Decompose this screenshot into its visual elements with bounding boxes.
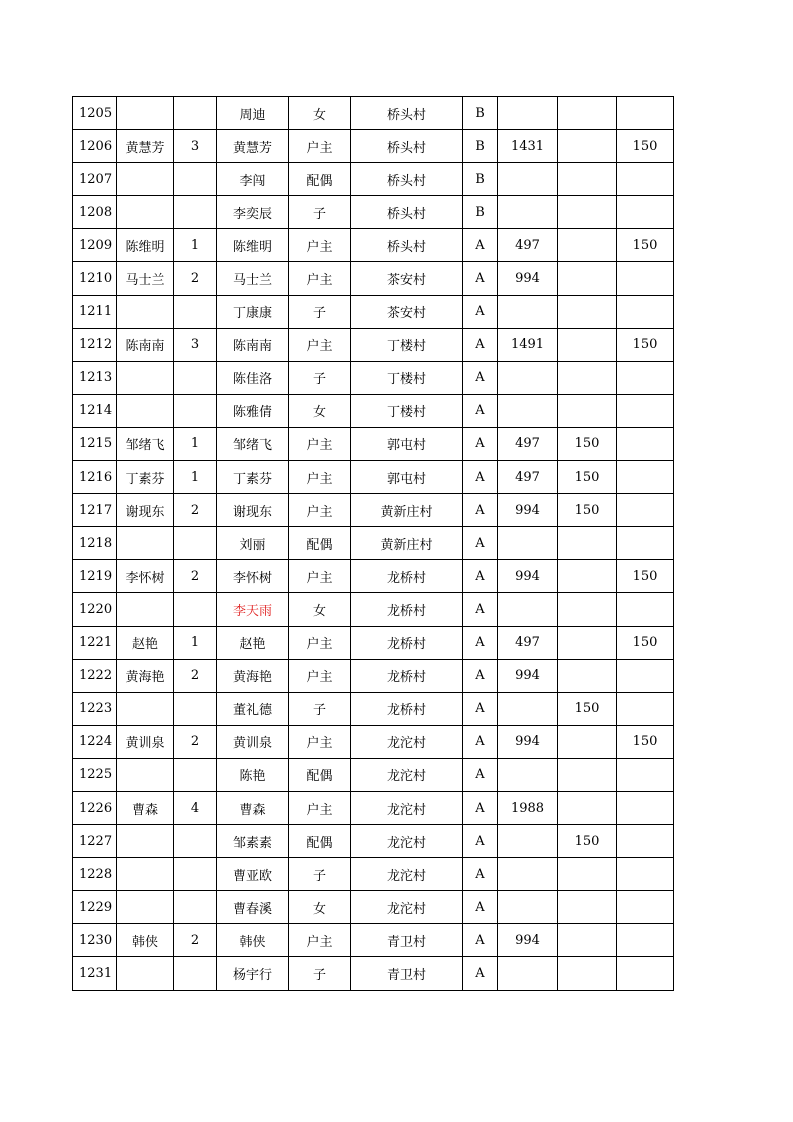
member-name-cell: 陈艳 [217, 758, 289, 791]
member-count-cell: 3 [174, 130, 217, 163]
amount-b-cell [558, 626, 617, 659]
row-number-cell: 1223 [73, 692, 117, 725]
member-count-cell [174, 825, 217, 858]
category-cell: A [463, 659, 498, 692]
category-cell: A [463, 825, 498, 858]
amount-b-cell [558, 924, 617, 957]
relation-cell: 户主 [289, 626, 351, 659]
village-cell: 龙桥村 [351, 692, 463, 725]
amount-b-cell [558, 97, 617, 130]
village-cell: 龙沱村 [351, 891, 463, 924]
amount-c-cell [617, 494, 674, 527]
category-cell: A [463, 295, 498, 328]
household-head-cell [117, 758, 174, 791]
member-count-cell: 3 [174, 328, 217, 361]
member-name-cell: 李怀树 [217, 560, 289, 593]
table-row [73, 725, 674, 758]
relation-cell: 户主 [289, 130, 351, 163]
amount-b-cell [558, 527, 617, 560]
relation-cell: 户主 [289, 494, 351, 527]
household-head-cell: 马士兰 [117, 262, 174, 295]
row-number-cell: 1219 [73, 560, 117, 593]
household-head-cell [117, 858, 174, 891]
member-name-cell: 黄慧芳 [217, 130, 289, 163]
member-count-cell [174, 858, 217, 891]
household-head-cell [117, 692, 174, 725]
member-count-cell: 2 [174, 560, 217, 593]
amount-c-cell [617, 791, 674, 824]
amount-b-cell: 150 [558, 494, 617, 527]
row-number-cell: 1207 [73, 163, 117, 196]
village-cell: 龙沱村 [351, 791, 463, 824]
household-head-cell [117, 957, 174, 990]
member-count-cell: 2 [174, 262, 217, 295]
row-number-cell: 1212 [73, 328, 117, 361]
amount-b-cell: 150 [558, 461, 617, 494]
table-row [73, 791, 674, 824]
relation-cell: 女 [289, 593, 351, 626]
amount-b-cell [558, 659, 617, 692]
household-head-cell: 黄慧芳 [117, 130, 174, 163]
amount-a-cell [498, 593, 558, 626]
amount-c-cell [617, 924, 674, 957]
amount-c-cell: 150 [617, 725, 674, 758]
table-row [73, 858, 674, 891]
amount-b-cell: 150 [558, 825, 617, 858]
member-name-cell: 赵艳 [217, 626, 289, 659]
amount-a-cell: 994 [498, 924, 558, 957]
member-name-cell: 黄训泉 [217, 725, 289, 758]
amount-c-cell [617, 361, 674, 394]
member-count-cell [174, 891, 217, 924]
row-number-cell: 1214 [73, 394, 117, 427]
amount-c-cell [617, 659, 674, 692]
member-count-cell [174, 692, 217, 725]
amount-b-cell [558, 295, 617, 328]
category-cell: A [463, 725, 498, 758]
village-cell: 龙沱村 [351, 825, 463, 858]
table-row [73, 427, 674, 460]
amount-c-cell [617, 858, 674, 891]
category-cell: B [463, 130, 498, 163]
relation-cell: 配偶 [289, 527, 351, 560]
category-cell: A [463, 394, 498, 427]
row-number-cell: 1211 [73, 295, 117, 328]
member-name-cell: 陈南南 [217, 328, 289, 361]
amount-a-cell [498, 858, 558, 891]
amount-c-cell [617, 593, 674, 626]
member-name-cell: 李奕辰 [217, 196, 289, 229]
amount-b-cell [558, 229, 617, 262]
amount-c-cell [617, 394, 674, 427]
member-count-cell [174, 196, 217, 229]
member-name-cell: 邹绪飞 [217, 427, 289, 460]
member-name-cell: 杨宇行 [217, 957, 289, 990]
amount-c-cell [617, 427, 674, 460]
amount-a-cell [498, 361, 558, 394]
row-number-cell: 1217 [73, 494, 117, 527]
relation-cell: 户主 [289, 725, 351, 758]
member-count-cell: 1 [174, 626, 217, 659]
table-row [73, 527, 674, 560]
member-count-cell: 1 [174, 427, 217, 460]
row-number-cell: 1213 [73, 361, 117, 394]
household-head-cell [117, 593, 174, 626]
member-name-cell: 陈维明 [217, 229, 289, 262]
amount-b-cell [558, 891, 617, 924]
table-row [73, 494, 674, 527]
village-cell: 丁楼村 [351, 361, 463, 394]
amount-c-cell [617, 97, 674, 130]
amount-b-cell [558, 758, 617, 791]
row-number-cell: 1230 [73, 924, 117, 957]
village-cell: 丁楼村 [351, 394, 463, 427]
table-row [73, 361, 674, 394]
amount-a-cell: 994 [498, 494, 558, 527]
member-count-cell: 2 [174, 659, 217, 692]
member-count-cell: 4 [174, 791, 217, 824]
member-name-cell: 董礼德 [217, 692, 289, 725]
table-row [73, 957, 674, 990]
row-number-cell: 1225 [73, 758, 117, 791]
household-head-cell: 陈南南 [117, 328, 174, 361]
relation-cell: 户主 [289, 262, 351, 295]
amount-a-cell: 497 [498, 229, 558, 262]
member-name-cell: 邹素素 [217, 825, 289, 858]
amount-b-cell [558, 593, 617, 626]
member-count-cell: 2 [174, 725, 217, 758]
amount-c-cell [617, 461, 674, 494]
household-head-cell [117, 891, 174, 924]
table-row [73, 229, 674, 262]
household-head-cell: 谢现东 [117, 494, 174, 527]
row-number-cell: 1228 [73, 858, 117, 891]
table-row [73, 262, 674, 295]
household-head-cell [117, 527, 174, 560]
amount-a-cell: 1431 [498, 130, 558, 163]
member-count-cell [174, 957, 217, 990]
amount-b-cell [558, 361, 617, 394]
household-table [72, 96, 674, 991]
category-cell: B [463, 97, 498, 130]
table-body [73, 97, 674, 991]
member-name-cell: 曹亚欧 [217, 858, 289, 891]
village-cell: 桥头村 [351, 163, 463, 196]
village-cell: 桥头村 [351, 229, 463, 262]
amount-b-cell: 150 [558, 427, 617, 460]
table-row [73, 461, 674, 494]
village-cell: 龙沱村 [351, 858, 463, 891]
relation-cell: 子 [289, 957, 351, 990]
row-number-cell: 1221 [73, 626, 117, 659]
relation-cell: 配偶 [289, 825, 351, 858]
member-name-cell: 李天雨 [217, 593, 289, 626]
household-head-cell: 赵艳 [117, 626, 174, 659]
amount-c-cell [617, 163, 674, 196]
amount-a-cell [498, 825, 558, 858]
amount-c-cell [617, 692, 674, 725]
village-cell: 龙沱村 [351, 725, 463, 758]
relation-cell: 子 [289, 295, 351, 328]
member-name-cell: 丁康康 [217, 295, 289, 328]
village-cell: 桥头村 [351, 97, 463, 130]
relation-cell: 户主 [289, 229, 351, 262]
relation-cell: 户主 [289, 427, 351, 460]
member-count-cell [174, 361, 217, 394]
table-row [73, 560, 674, 593]
member-name-cell: 曹森 [217, 791, 289, 824]
amount-c-cell [617, 758, 674, 791]
member-name-cell: 谢现东 [217, 494, 289, 527]
category-cell: B [463, 163, 498, 196]
relation-cell: 户主 [289, 924, 351, 957]
category-cell: A [463, 427, 498, 460]
village-cell: 丁楼村 [351, 328, 463, 361]
amount-c-cell [617, 295, 674, 328]
member-count-cell [174, 295, 217, 328]
table-row [73, 196, 674, 229]
amount-a-cell: 497 [498, 461, 558, 494]
amount-c-cell: 150 [617, 328, 674, 361]
relation-cell: 女 [289, 394, 351, 427]
row-number-cell: 1205 [73, 97, 117, 130]
category-cell: A [463, 494, 498, 527]
amount-a-cell: 497 [498, 427, 558, 460]
amount-a-cell [498, 163, 558, 196]
household-head-cell [117, 97, 174, 130]
category-cell: A [463, 758, 498, 791]
row-number-cell: 1222 [73, 659, 117, 692]
household-head-cell [117, 295, 174, 328]
relation-cell: 户主 [289, 560, 351, 593]
row-number-cell: 1224 [73, 725, 117, 758]
village-cell: 桥头村 [351, 130, 463, 163]
row-number-cell: 1226 [73, 791, 117, 824]
amount-a-cell [498, 957, 558, 990]
relation-cell: 子 [289, 858, 351, 891]
member-count-cell [174, 527, 217, 560]
member-count-cell [174, 758, 217, 791]
amount-a-cell: 497 [498, 626, 558, 659]
village-cell: 黄新庄村 [351, 527, 463, 560]
amount-c-cell [617, 262, 674, 295]
household-head-cell: 丁素芬 [117, 461, 174, 494]
amount-a-cell [498, 196, 558, 229]
row-number-cell: 1216 [73, 461, 117, 494]
relation-cell: 女 [289, 97, 351, 130]
household-head-cell: 陈维明 [117, 229, 174, 262]
member-count-cell [174, 163, 217, 196]
relation-cell: 子 [289, 692, 351, 725]
table-row [73, 328, 674, 361]
amount-a-cell: 1491 [498, 328, 558, 361]
table-row [73, 758, 674, 791]
category-cell: A [463, 593, 498, 626]
household-head-cell [117, 825, 174, 858]
village-cell: 青卫村 [351, 924, 463, 957]
relation-cell: 户主 [289, 328, 351, 361]
amount-b-cell [558, 791, 617, 824]
table-row [73, 891, 674, 924]
relation-cell: 女 [289, 891, 351, 924]
household-head-cell: 黄海艳 [117, 659, 174, 692]
row-number-cell: 1218 [73, 527, 117, 560]
amount-a-cell [498, 97, 558, 130]
member-count-cell: 1 [174, 461, 217, 494]
household-head-cell: 韩侠 [117, 924, 174, 957]
amount-a-cell: 994 [498, 262, 558, 295]
row-number-cell: 1220 [73, 593, 117, 626]
village-cell: 郭屯村 [351, 427, 463, 460]
amount-b-cell [558, 858, 617, 891]
amount-b-cell [558, 163, 617, 196]
amount-b-cell [558, 725, 617, 758]
row-number-cell: 1231 [73, 957, 117, 990]
amount-c-cell [617, 825, 674, 858]
member-count-cell: 2 [174, 924, 217, 957]
category-cell: A [463, 328, 498, 361]
relation-cell: 户主 [289, 791, 351, 824]
category-cell: A [463, 262, 498, 295]
category-cell: A [463, 229, 498, 262]
member-name-cell: 曹春溪 [217, 891, 289, 924]
category-cell: A [463, 957, 498, 990]
row-number-cell: 1227 [73, 825, 117, 858]
relation-cell: 配偶 [289, 758, 351, 791]
amount-a-cell: 994 [498, 659, 558, 692]
member-name-cell: 陈佳洛 [217, 361, 289, 394]
amount-b-cell [558, 262, 617, 295]
table-row [73, 825, 674, 858]
amount-a-cell [498, 527, 558, 560]
household-head-cell [117, 394, 174, 427]
category-cell: A [463, 626, 498, 659]
category-cell: A [463, 527, 498, 560]
member-name-cell: 马士兰 [217, 262, 289, 295]
village-cell: 青卫村 [351, 957, 463, 990]
amount-c-cell [617, 196, 674, 229]
category-cell: A [463, 692, 498, 725]
table-row [73, 394, 674, 427]
village-cell: 龙沱村 [351, 758, 463, 791]
amount-b-cell [558, 394, 617, 427]
village-cell: 龙桥村 [351, 626, 463, 659]
row-number-cell: 1206 [73, 130, 117, 163]
relation-cell: 配偶 [289, 163, 351, 196]
category-cell: A [463, 560, 498, 593]
row-number-cell: 1229 [73, 891, 117, 924]
category-cell: B [463, 196, 498, 229]
table-row [73, 626, 674, 659]
member-name-cell: 黄海艳 [217, 659, 289, 692]
amount-a-cell: 994 [498, 560, 558, 593]
row-number-cell: 1208 [73, 196, 117, 229]
table-row [73, 593, 674, 626]
household-head-cell: 邹绪飞 [117, 427, 174, 460]
household-head-cell [117, 361, 174, 394]
member-name-cell: 丁素芬 [217, 461, 289, 494]
member-name-cell: 李闯 [217, 163, 289, 196]
table-row [73, 163, 674, 196]
household-head-cell [117, 196, 174, 229]
household-head-cell: 曹森 [117, 791, 174, 824]
amount-c-cell [617, 957, 674, 990]
amount-c-cell: 150 [617, 229, 674, 262]
member-count-cell [174, 97, 217, 130]
member-count-cell: 2 [174, 494, 217, 527]
village-cell: 桥头村 [351, 196, 463, 229]
member-name-cell: 陈雅倩 [217, 394, 289, 427]
category-cell: A [463, 891, 498, 924]
row-number-cell: 1215 [73, 427, 117, 460]
amount-a-cell [498, 891, 558, 924]
village-cell: 郭屯村 [351, 461, 463, 494]
amount-a-cell [498, 758, 558, 791]
member-count-cell [174, 394, 217, 427]
table-row [73, 130, 674, 163]
relation-cell: 子 [289, 361, 351, 394]
amount-b-cell [558, 328, 617, 361]
village-cell: 茶安村 [351, 295, 463, 328]
village-cell: 茶安村 [351, 262, 463, 295]
village-cell: 龙桥村 [351, 560, 463, 593]
table-row [73, 692, 674, 725]
member-name-cell: 周迪 [217, 97, 289, 130]
amount-c-cell [617, 891, 674, 924]
amount-c-cell: 150 [617, 130, 674, 163]
table-row [73, 97, 674, 130]
category-cell: A [463, 858, 498, 891]
village-cell: 黄新庄村 [351, 494, 463, 527]
category-cell: A [463, 791, 498, 824]
amount-a-cell: 1988 [498, 791, 558, 824]
amount-c-cell: 150 [617, 626, 674, 659]
amount-a-cell: 994 [498, 725, 558, 758]
amount-a-cell [498, 295, 558, 328]
amount-b-cell [558, 130, 617, 163]
table-row [73, 659, 674, 692]
category-cell: A [463, 461, 498, 494]
member-count-cell [174, 593, 217, 626]
amount-a-cell [498, 692, 558, 725]
member-count-cell: 1 [174, 229, 217, 262]
amount-b-cell [558, 957, 617, 990]
relation-cell: 户主 [289, 461, 351, 494]
table-row [73, 295, 674, 328]
amount-b-cell [558, 560, 617, 593]
amount-b-cell: 150 [558, 692, 617, 725]
village-cell: 龙桥村 [351, 659, 463, 692]
table-row [73, 924, 674, 957]
member-name-cell: 刘丽 [217, 527, 289, 560]
village-cell: 龙桥村 [351, 593, 463, 626]
amount-a-cell [498, 394, 558, 427]
household-head-cell [117, 163, 174, 196]
category-cell: A [463, 361, 498, 394]
row-number-cell: 1209 [73, 229, 117, 262]
amount-b-cell [558, 196, 617, 229]
row-number-cell: 1210 [73, 262, 117, 295]
member-name-cell: 韩侠 [217, 924, 289, 957]
household-head-cell: 黄训泉 [117, 725, 174, 758]
amount-c-cell [617, 527, 674, 560]
relation-cell: 子 [289, 196, 351, 229]
household-head-cell: 李怀树 [117, 560, 174, 593]
amount-c-cell: 150 [617, 560, 674, 593]
relation-cell: 户主 [289, 659, 351, 692]
category-cell: A [463, 924, 498, 957]
